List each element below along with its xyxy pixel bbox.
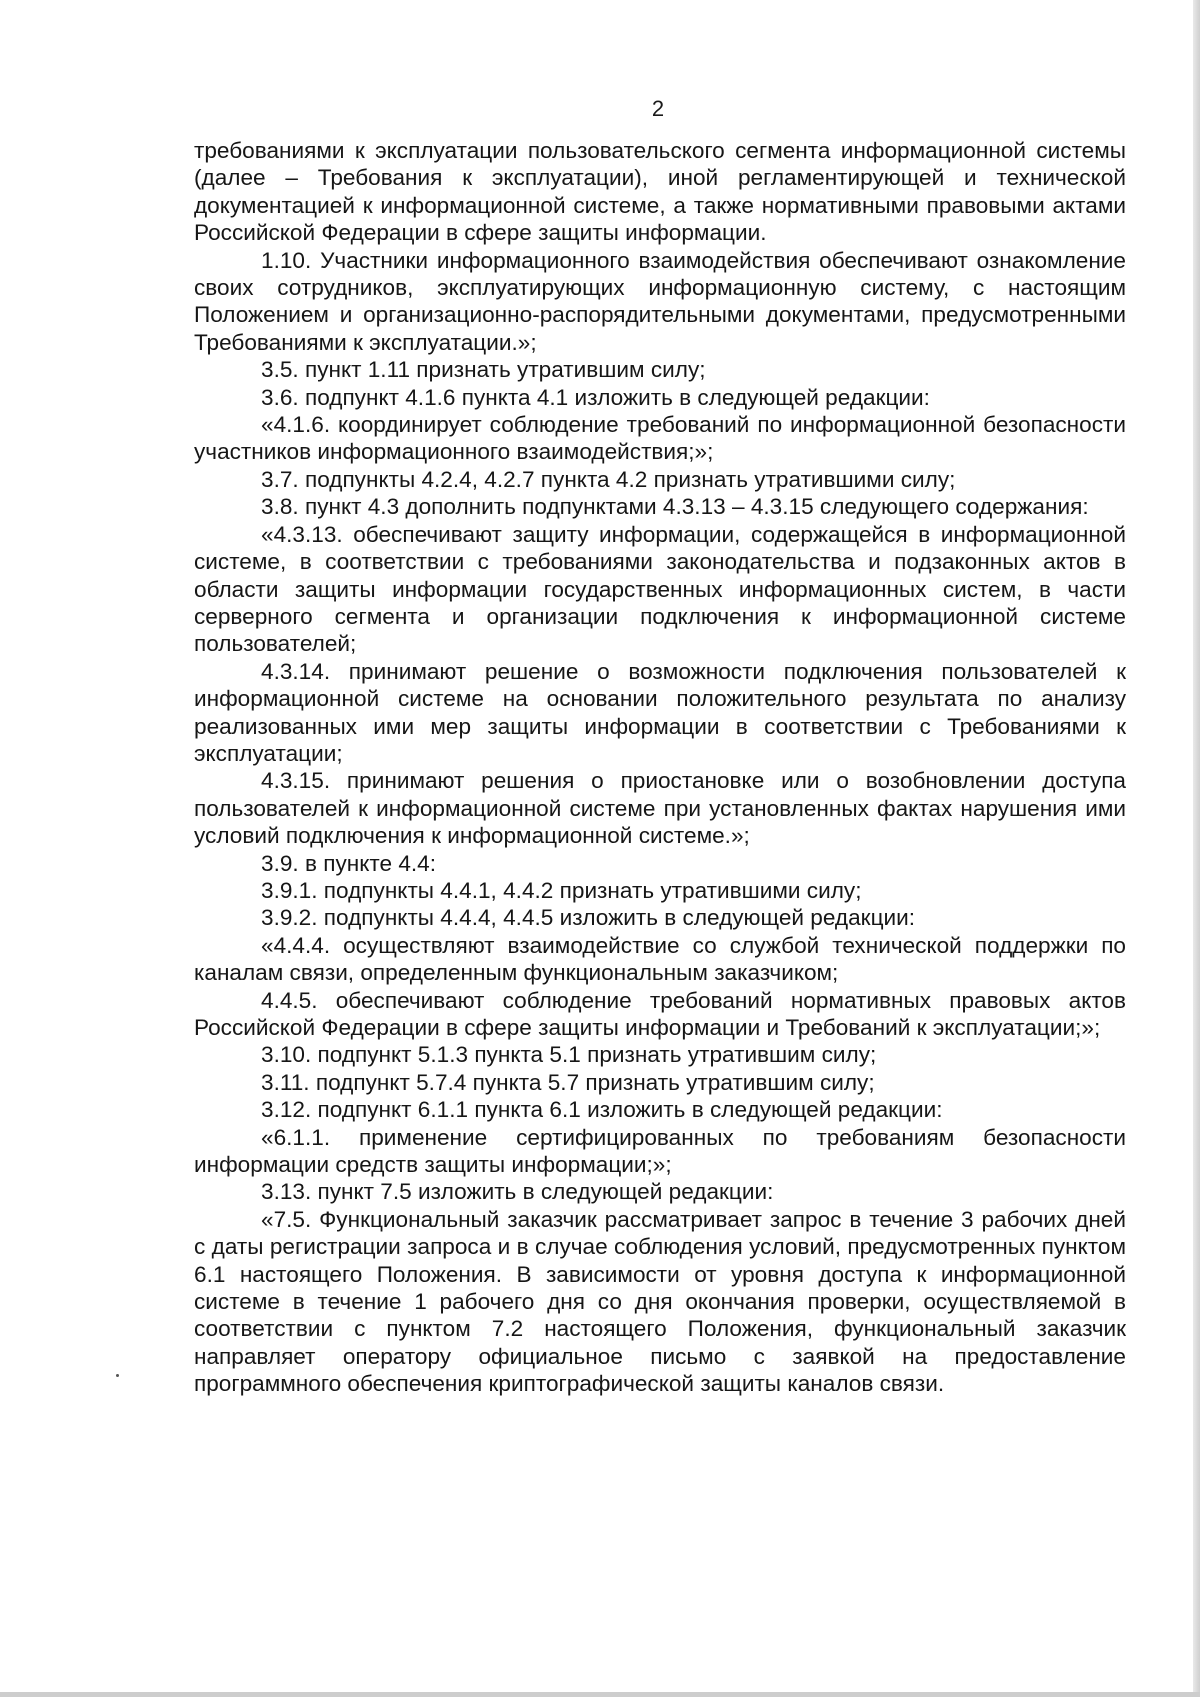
paragraph: 4.3.14. принимают решение о возможности подключения пользователей к информационной системе на основании положительного результата по анализу реализованных ими мер защиты информации в соответствии с Требованиями к эксплуатации; — [194, 658, 1126, 766]
paragraph: 3.8. пункт 4.3 дополнить подпунктами 4.3.13 – 4.3.15 следующего содержания: — [261, 494, 1089, 520]
paragraph: 3.11. подпункт 5.7.4 пункта 5.7 признать утратившим силу; — [261, 1069, 875, 1095]
paragraph: 3.12. подпункт 6.1.1 пункта 6.1 изложить в следующей редакции: — [261, 1097, 943, 1123]
paragraph: «7.5. Функциональный заказчик рассматривает запрос в течение 3 рабочих дней с даты регистрации запроса и в случае соблюдения условий, предусмотренных пунктом 6.1 настоящего Положения. В зависимости от уровня доступа к информационной системе в течение 1 рабочего дня со дня окончания проверки, осуществляемой в соответствии с пунктом 7.2 настоящего Положения, функциональный заказчик направляет оператору официальное письмо с заявкой на предоставление программного обеспечения криптографической защиты каналов связи. — [194, 1206, 1126, 1397]
paragraph: «4.1.6. координирует соблюдение требований по информационной безопасности участников информационного взаимодействия;»; — [194, 412, 1126, 465]
paragraph: 3.7. подпункты 4.2.4, 4.2.7 пункта 4.2 признать утратившими силу; — [261, 466, 956, 492]
paragraph: 3.9. в пункте 4.4: — [261, 850, 437, 876]
paragraph: «6.1.1. применение сертифицированных по требованиям безопасности информации средств защиты информации;»; — [194, 1124, 1126, 1178]
document-body — [194, 137, 1126, 1398]
paragraph: 3.6. подпункт 4.1.6 пункта 4.1 изложить в следующей редакции: — [261, 384, 930, 410]
paragraph: 3.9.1. подпункты 4.4.1, 4.4.2 признать утратившими силу; — [261, 877, 862, 903]
paragraph: 3.5. пункт 1.11 признать утратившим силу; — [261, 357, 706, 383]
scan-edge-right — [1193, 0, 1200, 1697]
paragraph: 4.3.15. принимают решения о приостановке или о возобновлении доступа пользователей к информационной системе при установленных фактах нарушения ими условий подключения к информационной системе.»; — [194, 768, 1126, 849]
paragraph: 3.9.2. подпункты 4.4.4, 4.4.5 изложить в следующей редакции: — [261, 905, 916, 931]
page-number: 2 — [651, 96, 665, 121]
paragraph: 3.13. пункт 7.5 изложить в следующей редакции: — [261, 1179, 774, 1205]
scan-speck — [116, 1374, 119, 1377]
paragraph: 4.4.5. обеспечивают соблюдение требований нормативных правовых актов Российской Федерации в сфере защиты информации и Требований к эксплуатации;»; — [194, 987, 1126, 1040]
paragraph: «4.3.13. обеспечивают защиту информации, содержащейся в информационной системе, в соответствии с требованиями законодательства и подзаконных актов в области защиты информации государственных информационных систем, в части серверного сегмента и организации подключения к информационной системе пользователей; — [194, 521, 1126, 657]
paragraph: «4.4.4. осуществляют взаимодействие со службой технической поддержки по каналам связи, определенным функциональным заказчиком; — [194, 932, 1126, 986]
paragraph: 3.10. подпункт 5.1.3 пункта 5.1 признать утратившим силу; — [261, 1042, 877, 1068]
scan-edge-bottom — [0, 1692, 1200, 1697]
paragraph: требованиями к эксплуатации пользовательского сегмента информационной системы (далее – Требования к эксплуатации), иной регламентирующей и технической документацией к информационной системе, а также нормативными правовыми актами Российской Федерации в сфере защиты информации. — [194, 138, 1126, 246]
paragraph: 1.10. Участники информационного взаимодействия обеспечивают ознакомление своих сотрудников, эксплуатирующих информационную систему, с настоящим Положением и организационно-распорядительными документами, предусмотренными Требованиями к эксплуатации.»; — [194, 247, 1126, 355]
